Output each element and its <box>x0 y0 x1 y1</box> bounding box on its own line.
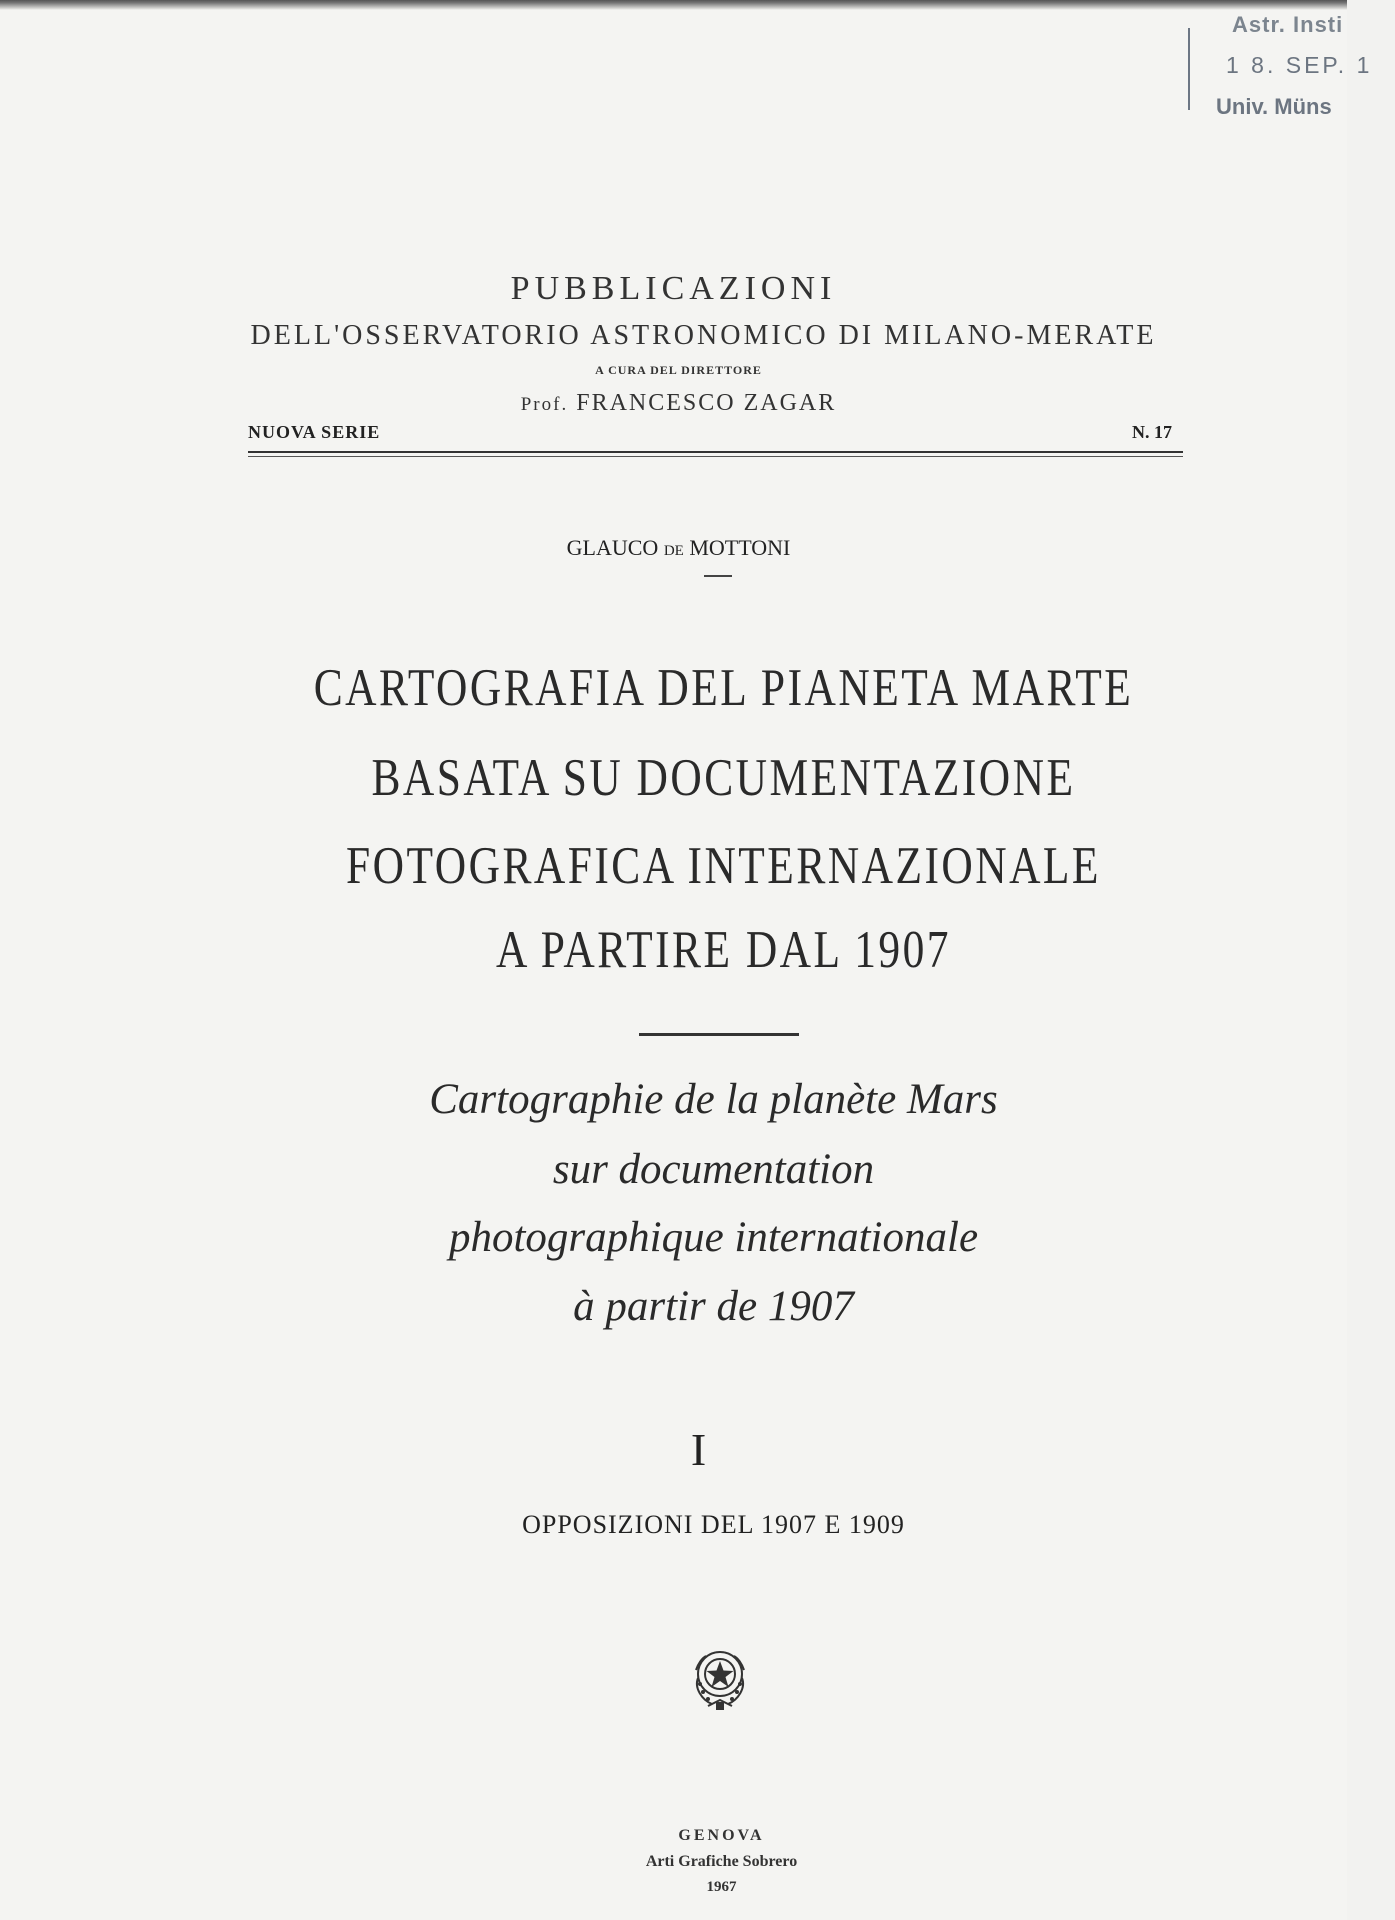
french-title-line-3: photographique internationale <box>448 1214 979 1261</box>
author-particle: DE <box>663 543 684 559</box>
stamp-line-2: 1 8. SEP. 1 <box>1226 52 1373 78</box>
main-title-line-4: A PARTIRE DAL 1907 <box>496 921 951 979</box>
imprint-year: 1967 <box>706 1879 737 1895</box>
stamp-line-3: Univ. Müns <box>1216 94 1332 119</box>
author-first-name: GLAUCO <box>566 535 659 560</box>
director-name: FRANCESCO ZAGAR <box>576 390 837 416</box>
curator-line: A CURA DEL DIRETTORE <box>595 363 762 377</box>
title-divider <box>639 1033 799 1036</box>
imprint-city: GENOVA <box>678 1827 765 1844</box>
main-title-line-2: BASATA SU DOCUMENTAZIONE <box>371 749 1076 807</box>
italian-republic-emblem-icon <box>688 1644 752 1714</box>
volume-number: I <box>690 1424 707 1475</box>
page-top-edge <box>0 0 1347 10</box>
french-title-line-1: Cartographie de la planète Mars <box>429 1076 998 1123</box>
publication-subtitle: DELL'OSSERVATORIO ASTRONOMICO DI MILANO-MERATE <box>250 320 1157 351</box>
volume-subtitle: OPPOSIZIONI DEL 1907 E 1909 <box>522 1510 905 1539</box>
french-title-line-4: à partir de 1907 <box>573 1283 854 1330</box>
director-prefix: Prof. <box>520 394 569 415</box>
author-last-name: MOTTONI <box>689 535 791 560</box>
director-line <box>5 390 1352 417</box>
header-rule-thin <box>248 456 1183 457</box>
author-name <box>5 535 1352 561</box>
stamp-bracket <box>1188 28 1195 110</box>
main-title-line-3: FOTOGRAFICA INTERNAZIONALE <box>346 837 1101 895</box>
main-title-line-1: CARTOGRAFIA DEL PIANETA MARTE <box>313 659 1134 717</box>
header-rule-thick <box>248 451 1183 453</box>
stamp-line-1: Astr. Insti <box>1232 12 1344 37</box>
series-label: NUOVA SERIE <box>248 422 381 442</box>
publication-title: PUBBLICAZIONI <box>510 270 837 307</box>
issue-number: N. 17 <box>1132 422 1172 442</box>
author-dash <box>704 575 732 577</box>
library-stamp <box>1188 12 1373 124</box>
french-title-line-2: sur documentation <box>552 1146 875 1193</box>
imprint-printer: Arti Grafiche Sobrero <box>645 1853 798 1870</box>
